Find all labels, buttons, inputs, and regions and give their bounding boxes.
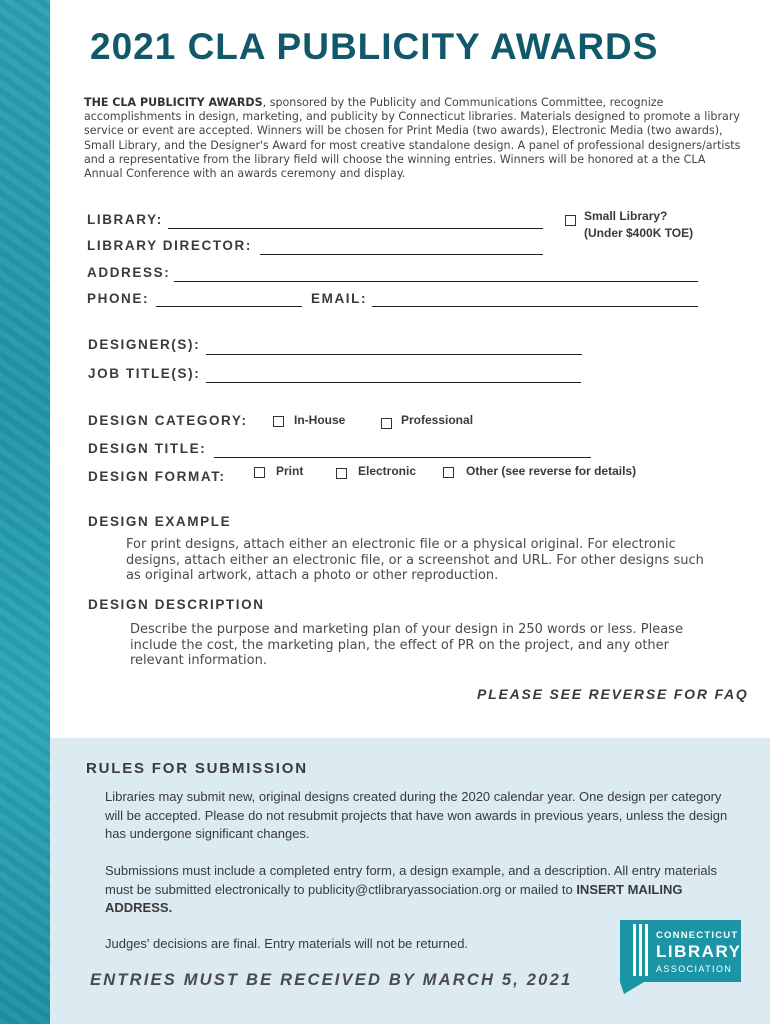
intro-paragraph [84,96,744,181]
library-director-field[interactable] [260,254,543,255]
small-library-label: Small Library? (Under $400K TOE) [584,209,694,240]
logo-line-1: CONNECTICUT [656,930,739,941]
electronic-option-label: Electronic [358,464,417,478]
phone-field[interactable] [156,306,302,307]
small-library-checkbox[interactable] [565,215,576,226]
design-category-label: DESIGN CATEGORY: [88,413,248,428]
rules-paragraph-1: Libraries may submit new, original designs created during the 2020 calendar year. One design per category will be accepted. Please do not resubmit projects that have won awards in previous years, unless the design has undergone significant changes. [105,789,728,841]
intro-text: , sponsored by the Publicity and Communications Committee, recognize accomplishments in design, marketing, and publicity by Connecticut libraries. Materials designed to promote a library service or event are accepted. Winners will be chosen for Print Media (two awards), Electronic Media (two awards), Small Library, and the Designer's Award for most creative standalone design. A panel of professional designers/artists and a representative from the library field will choose the winning entries. Winners will be honored at a the CLA Annual Conference with an awards ceremony and display. [84,96,741,181]
in-house-checkbox[interactable] [273,416,284,427]
library-field[interactable] [168,228,543,229]
job-titles-field[interactable] [206,382,581,383]
phone-label: PHONE: [87,291,150,306]
design-example-heading: DESIGN EXAMPLE [88,514,232,529]
design-title-field[interactable] [214,457,591,458]
professional-option-label: Professional [401,413,474,427]
print-checkbox[interactable] [254,467,265,478]
see-reverse-note: PLEASE SEE REVERSE FOR FAQ [477,686,749,702]
cla-logo-graphic [620,920,741,994]
design-example-text: For print designs, attach either an electronic file or a physical original. For electronic designs, attach either an electronic file, or a screenshot and URL. For other designs such as original artwork, attach a photo or other reproduction. [126,537,704,583]
in-house-option-label: In-House [294,413,346,427]
logo-book-stroke [633,924,636,976]
library-label: LIBRARY: [87,212,163,227]
other-option-label: Other (see reverse for details) [466,464,637,478]
rules-heading: RULES FOR SUBMISSION [86,760,308,777]
other-checkbox[interactable] [443,467,454,478]
address-field[interactable] [174,281,698,282]
left-decorative-band [0,0,50,1024]
designers-label: DESIGNER(S): [88,337,201,352]
logo-book-stroke [639,924,642,976]
logo-line-2: LIBRARY [656,942,741,961]
rules-paragraph-2 [105,862,735,918]
intro-bold: THE CLA PUBLICITY AWARDS [84,96,263,109]
job-titles-label: JOB TITLE(S): [88,366,201,381]
design-description-heading: DESIGN DESCRIPTION [88,597,265,612]
deadline-note: ENTRIES MUST BE RECEIVED BY MARCH 5, 2021 [90,971,573,989]
rules-paragraph-2-text: Submissions must include a completed entry form, a design example, and a description. All entry materials must be submitted electronically to publicity@ctlibraryassociation.org or mailed to [105,863,718,897]
logo-ribbon-tail [620,982,644,994]
page-title: 2021 CLA PUBLICITY AWARDS [90,26,659,67]
logo-line-3: ASSOCIATION [656,964,733,974]
library-director-label: LIBRARY DIRECTOR: [87,238,252,253]
rules-paragraph-3: Judges' decisions are final. Entry materials will not be returned. [105,936,469,951]
print-option-label: Print [276,464,304,478]
design-description-text: Describe the purpose and marketing plan of your design in 250 words or less. Please include the cost, the marketing plan, the effect of PR on the project, and any other relevant information. [130,622,683,668]
email-field[interactable] [372,306,698,307]
designers-field[interactable] [206,354,582,355]
cla-logo [620,920,741,994]
mailing-address-placeholder: INSERT MAILING ADDRESS. [105,881,683,915]
logo-book-stroke [645,924,648,976]
design-title-label: DESIGN TITLE: [88,441,207,456]
professional-checkbox[interactable] [381,418,392,429]
electronic-checkbox[interactable] [336,468,347,479]
address-label: ADDRESS: [87,265,171,280]
design-format-label: DESIGN FORMAT: [88,469,226,484]
email-label: EMAIL: [311,291,368,306]
